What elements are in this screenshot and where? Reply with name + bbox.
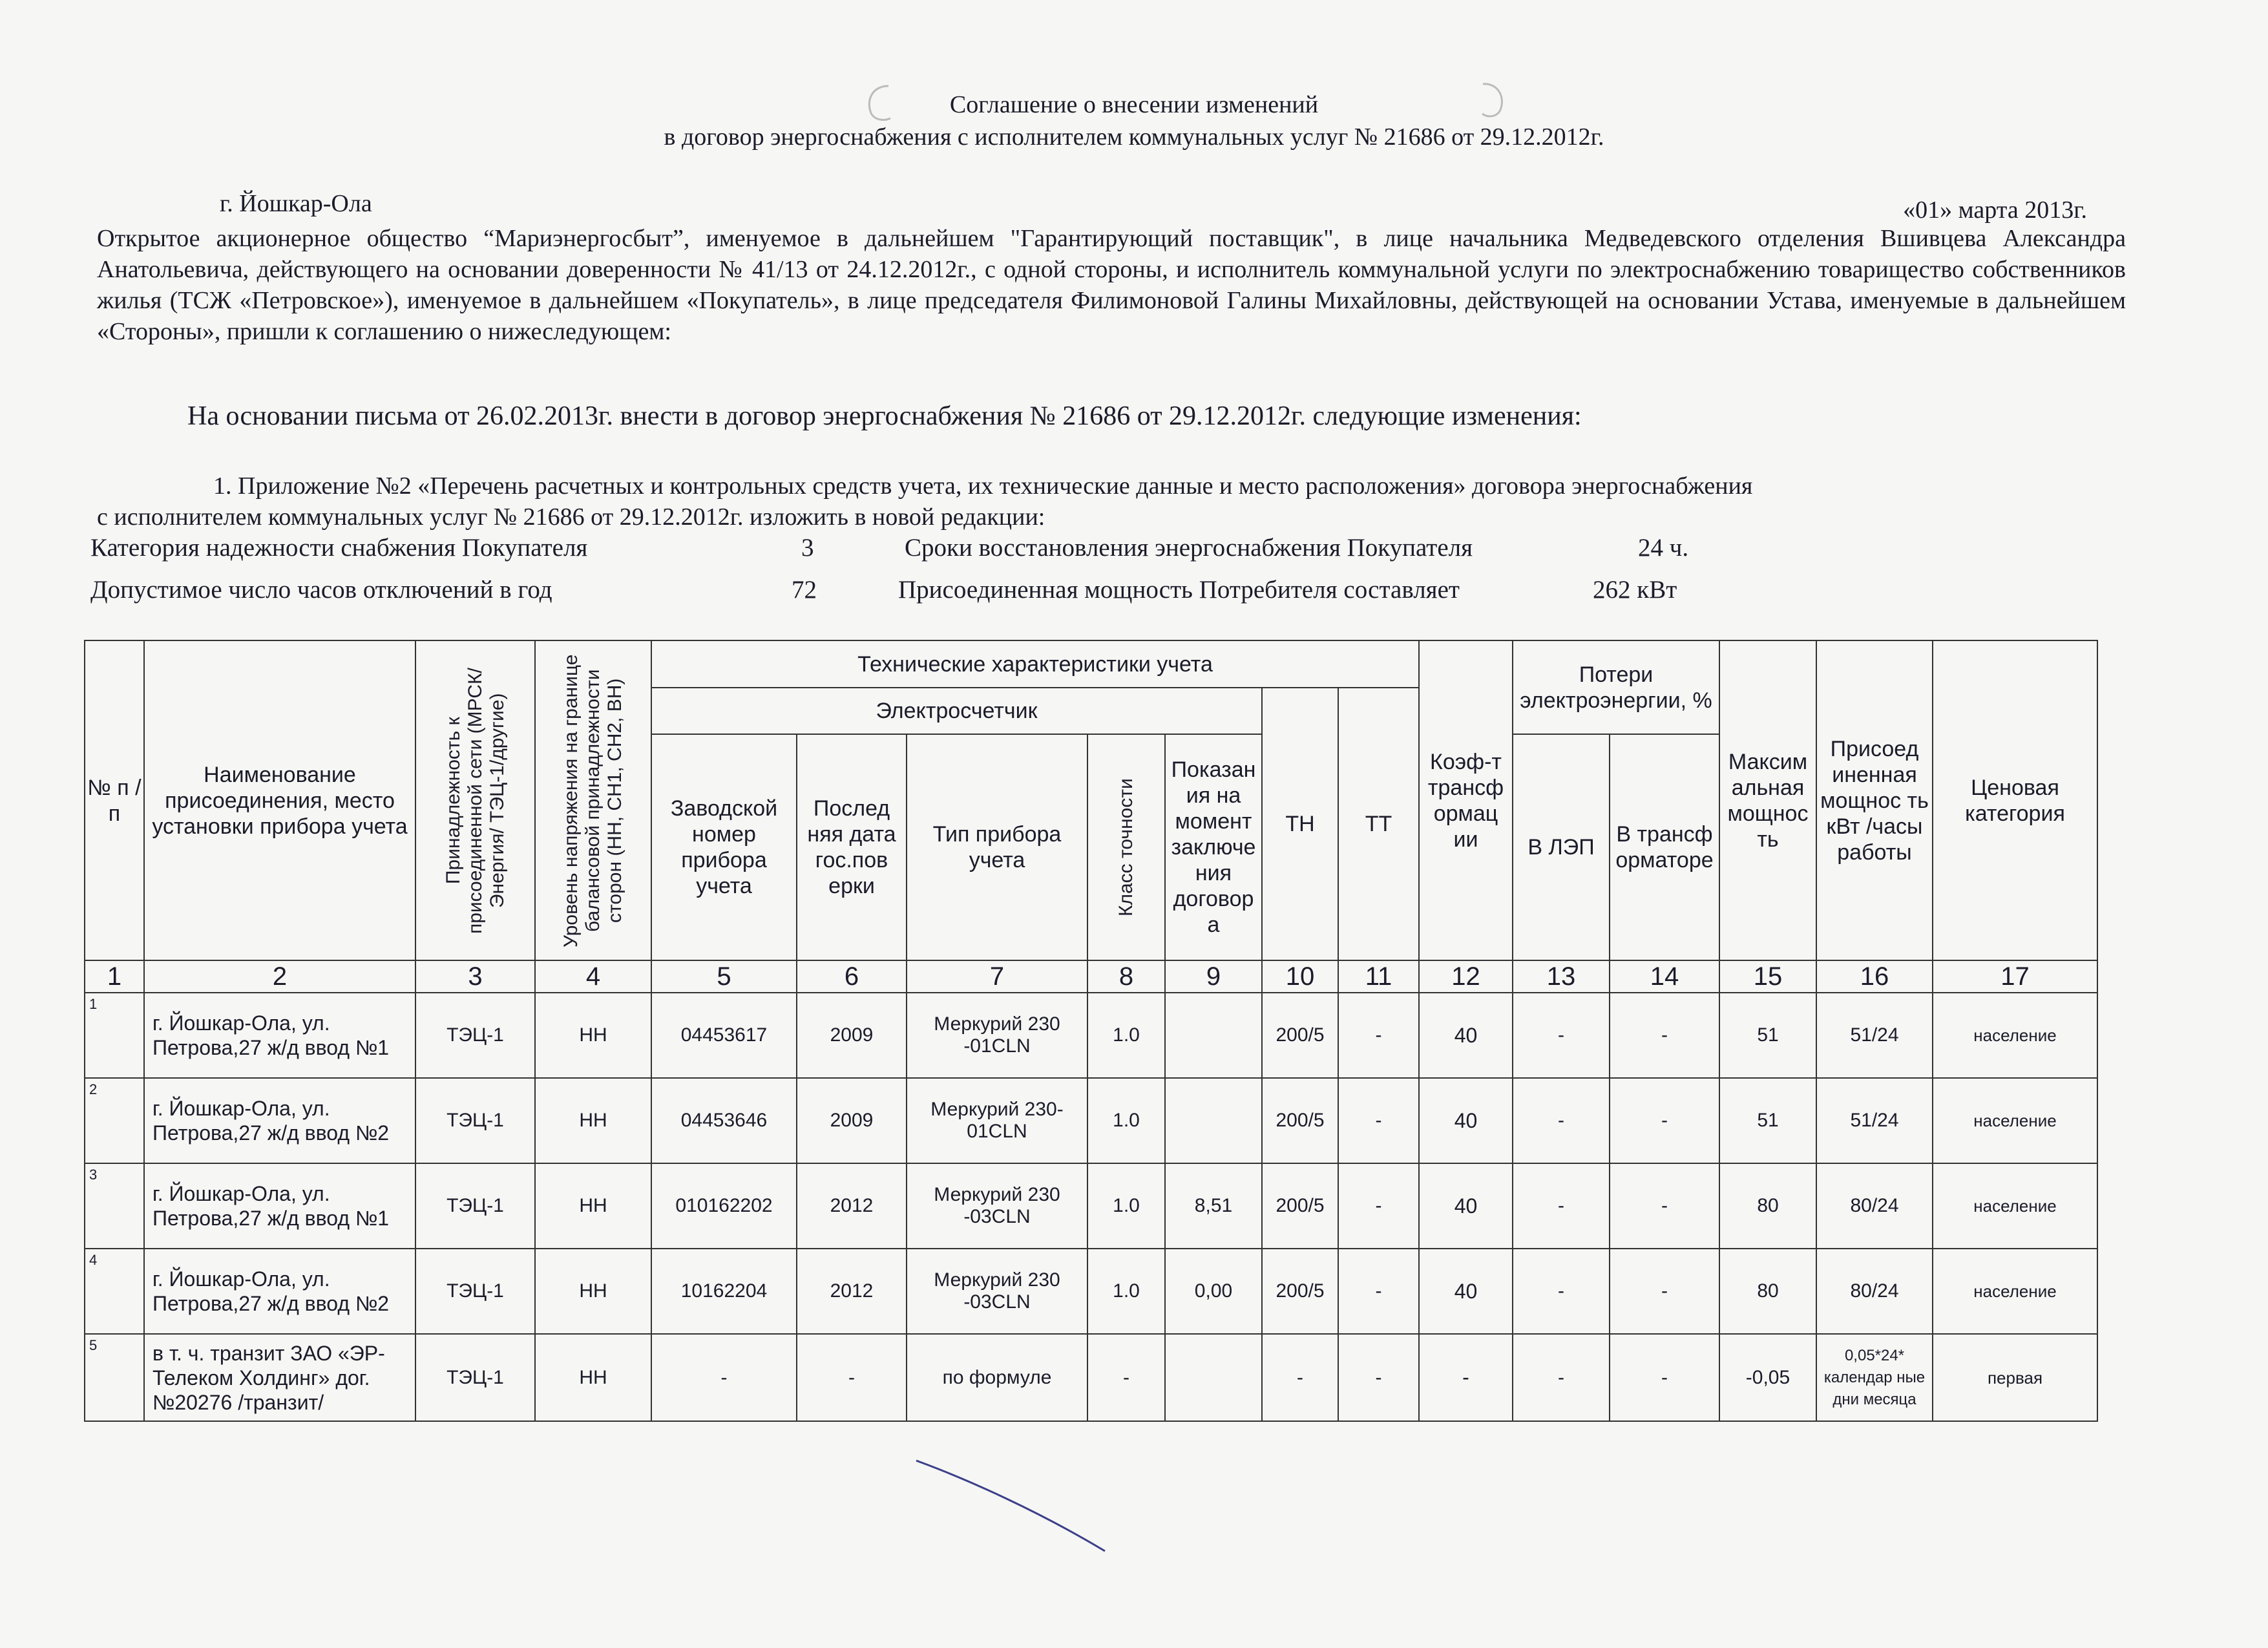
reliability-value: 3 (801, 534, 814, 562)
col-number: 5 (651, 960, 797, 993)
belonging-cell: ТЭЦ-1 (415, 1334, 535, 1421)
document-title: Соглашение о внесении изменений (949, 91, 1319, 118)
column-number-row (85, 960, 2097, 993)
tt-cell: - (1338, 1249, 1419, 1334)
coef-cell: - (1419, 1334, 1513, 1421)
reading-cell (1165, 993, 1262, 1078)
row-number: 5 (85, 1334, 144, 1421)
voltage-cell: НН (535, 1249, 651, 1334)
reliability-label: Категория надежности снабжения Покупателя (90, 534, 588, 562)
connected-power-cell: 80/24 (1816, 1249, 1933, 1334)
accuracy-cell: - (1087, 1334, 1165, 1421)
voltage-cell: НН (535, 993, 651, 1078)
reading-cell: 8,51 (1165, 1163, 1262, 1249)
header-last-check: Послед няя дата гос.пов ерки (797, 734, 907, 960)
document-date: «01» марта 2013г. (1903, 196, 2087, 224)
tt-cell: - (1338, 1163, 1419, 1249)
max-power-cell: 80 (1719, 1163, 1816, 1249)
table-row (85, 1078, 2097, 1163)
price-category-cell: население (1933, 1249, 2097, 1334)
restore-label: Сроки восстановления энергоснабжения Покупателя (905, 534, 1473, 562)
belonging-cell: ТЭЦ-1 (415, 1078, 535, 1163)
voltage-cell: НН (535, 1334, 651, 1421)
tn-cell: - (1262, 1334, 1338, 1421)
header-voltage-text: Уровень напряжения на границе балансовой принадлежности сторон (НН, СН1, СН2, ВН) (560, 653, 625, 947)
header-price-category: Ценовая категория (1933, 640, 2097, 960)
reading-cell (1165, 1078, 1262, 1163)
header-voltage (535, 640, 651, 960)
header-coef: Коэф-т трансф ормац ии (1419, 640, 1513, 960)
connected-power-cell: 0,05*24* календар ные дни месяца (1816, 1334, 1933, 1421)
col-number: 2 (144, 960, 415, 993)
header-connected: Присоед иненная мощнос ть кВт /часы работы (1816, 640, 1933, 960)
loss-line-cell: - (1513, 1163, 1610, 1249)
document-subtitle: в договор энергоснабжения с исполнителем коммунальных услуг № 21686 от 29.12.2012г. (664, 123, 1604, 151)
basis-paragraph: На основании письма от 26.02.2013г. внести в договор энергоснабжения № 21686 от 29.12.2012г. следующие изменения: (187, 401, 1582, 431)
header-tn: ТН (1262, 688, 1338, 960)
serial-cell: 10162204 (651, 1249, 797, 1334)
header-type: Тип прибора учета (907, 734, 1087, 960)
header-accuracy-text: Класс точности (1115, 778, 1137, 916)
max-power-cell: 51 (1719, 1078, 1816, 1163)
coef-cell: 40 (1419, 1249, 1513, 1334)
header-tt: ТТ (1338, 688, 1419, 960)
max-power-cell: -0,05 (1719, 1334, 1816, 1421)
meters-table (84, 640, 2098, 1422)
col-number: 17 (1933, 960, 2097, 993)
col-number: 8 (1087, 960, 1165, 993)
accuracy-cell: 1.0 (1087, 993, 1165, 1078)
check-year-cell: 2012 (797, 1163, 907, 1249)
tn-cell: 200/5 (1262, 1249, 1338, 1334)
col-number: 3 (415, 960, 535, 993)
connected-power-cell: 51/24 (1816, 993, 1933, 1078)
hole-punch-mark (1473, 78, 1512, 123)
power-value: 262 кВт (1593, 576, 1677, 604)
loss-transformer-cell: - (1610, 1163, 1719, 1249)
check-year-cell: 2009 (797, 1078, 907, 1163)
header-reading: Показан ия на момент заключе ния договор а (1165, 734, 1262, 960)
item1-line1: 1. Приложение №2 «Перечень расчетных и контрольных средств учета, их технические данные и место расположения» договора энергоснабжения (213, 472, 1753, 500)
check-year-cell: 2012 (797, 1249, 907, 1334)
col-number: 15 (1719, 960, 1816, 993)
meter-type-cell: Меркурий 230 -01CLN (907, 993, 1087, 1078)
meter-type-cell: Меркурий 230 -03CLN (907, 1249, 1087, 1334)
serial-cell: 04453617 (651, 993, 797, 1078)
loss-line-cell: - (1513, 1249, 1610, 1334)
coef-cell: 40 (1419, 993, 1513, 1078)
header-serial: Заводской номер прибора учета (651, 734, 797, 960)
coef-cell: 40 (1419, 1078, 1513, 1163)
loss-transformer-cell: - (1610, 1334, 1719, 1421)
header-loss-transformer: В трансф орматоре (1610, 734, 1719, 960)
header-belonging-text: Принадлежность к присоединенной сети (МРСК/Энергия/ ТЭЦ-1/другие) (442, 667, 508, 934)
accuracy-cell: 1.0 (1087, 1249, 1165, 1334)
max-power-cell: 51 (1719, 993, 1816, 1078)
table-row (85, 1334, 2097, 1421)
check-year-cell: - (797, 1334, 907, 1421)
restore-value: 24 ч. (1638, 534, 1689, 562)
tn-cell: 200/5 (1262, 993, 1338, 1078)
reading-cell (1165, 1334, 1262, 1421)
col-number: 13 (1513, 960, 1610, 993)
reading-cell: 0,00 (1165, 1249, 1262, 1334)
header-meter: Электросчетчик (651, 688, 1262, 734)
accuracy-cell: 1.0 (1087, 1078, 1165, 1163)
tt-cell: - (1338, 1078, 1419, 1163)
col-number: 16 (1816, 960, 1933, 993)
loss-line-cell: - (1513, 1334, 1610, 1421)
col-number: 10 (1262, 960, 1338, 993)
header-max-power: Максим альная мощнос ть (1719, 640, 1816, 960)
item1-line2: с исполнителем коммунальных услуг № 21686 от 29.12.2012г. изложить в новой редакции: (97, 503, 1045, 531)
loss-transformer-cell: - (1610, 1078, 1719, 1163)
serial-cell: 010162202 (651, 1163, 797, 1249)
belonging-cell: ТЭЦ-1 (415, 1249, 535, 1334)
col-number: 14 (1610, 960, 1719, 993)
price-category-cell: население (1933, 1078, 2097, 1163)
col-number: 1 (85, 960, 144, 993)
header-num: № п / п (85, 640, 144, 960)
connection-name: г. Йошкар-Ола, ул. Петрова,27 ж/д ввод №1 (144, 1163, 415, 1249)
loss-line-cell: - (1513, 1078, 1610, 1163)
price-category-cell: первая (1933, 1334, 2097, 1421)
tt-cell: - (1338, 1334, 1419, 1421)
table-row (85, 1249, 2097, 1334)
meter-type-cell: по формуле (907, 1334, 1087, 1421)
connection-name: г. Йошкар-Ола, ул. Петрова,27 ж/д ввод №2 (144, 1249, 415, 1334)
price-category-cell: население (1933, 1163, 2097, 1249)
header-losses: Потери электроэнергии, % (1513, 640, 1719, 734)
tt-cell: - (1338, 993, 1419, 1078)
hole-punch-mark (859, 81, 898, 126)
connection-name: г. Йошкар-Ола, ул. Петрова,27 ж/д ввод №2 (144, 1078, 415, 1163)
col-number: 7 (907, 960, 1087, 993)
row-number: 3 (85, 1163, 144, 1249)
tn-cell: 200/5 (1262, 1078, 1338, 1163)
table-row (85, 1163, 2097, 1249)
header-tech: Технические характеристики учета (651, 640, 1419, 688)
col-number: 11 (1338, 960, 1419, 993)
outage-value: 72 (792, 576, 817, 604)
loss-line-cell: - (1513, 993, 1610, 1078)
row-number: 2 (85, 1078, 144, 1163)
coef-cell: 40 (1419, 1163, 1513, 1249)
connected-power-cell: 80/24 (1816, 1163, 1933, 1249)
intro-paragraph: Открытое акционерное общество “Мариэнергосбыт”, именуемое в дальнейшем "Гарантирующий поставщик", в лице начальника Медведевского отделения Вшивцева Александра Анатольевича, действующего на основании доверенности № 41/13 от 24.12.2012г., с одной стороны, и исполнитель коммунальной услуги по электроснабжению товарищество собственников жилья (ТСЖ «Петровское»), именуемое в дальнейшем «Покупатель», в лице председателя Филимоновой Галины Михайловны, действующей на основании Устава, именуемые в дальнейшем «Стороны», пришли к соглашению о нижеследующем: (97, 225, 2126, 345)
power-label: Присоединенная мощность Потребителя составляет (898, 576, 1460, 604)
pen-stroke (911, 1454, 1118, 1558)
meter-type-cell: Меркурий 230-01CLN (907, 1078, 1087, 1163)
header-accuracy (1087, 734, 1165, 960)
tn-cell: 200/5 (1262, 1163, 1338, 1249)
serial-cell: 04453646 (651, 1078, 797, 1163)
header-belonging (415, 640, 535, 960)
header-loss-line: В ЛЭП (1513, 734, 1610, 960)
serial-cell: - (651, 1334, 797, 1421)
table-body (85, 993, 2097, 1421)
outage-label: Допустимое число часов отключений в год (90, 576, 552, 604)
voltage-cell: НН (535, 1163, 651, 1249)
meter-type-cell: Меркурий 230 -03CLN (907, 1163, 1087, 1249)
loss-transformer-cell: - (1610, 993, 1719, 1078)
belonging-cell: ТЭЦ-1 (415, 1163, 535, 1249)
price-category-cell: население (1933, 993, 2097, 1078)
connection-name: г. Йошкар-Ола, ул. Петрова,27 ж/д ввод №1 (144, 993, 415, 1078)
col-number: 9 (1165, 960, 1262, 993)
accuracy-cell: 1.0 (1087, 1163, 1165, 1249)
row-number: 4 (85, 1249, 144, 1334)
connected-power-cell: 51/24 (1816, 1078, 1933, 1163)
city: г. Йошкар-Ола (220, 190, 372, 217)
check-year-cell: 2009 (797, 993, 907, 1078)
col-number: 12 (1419, 960, 1513, 993)
belonging-cell: ТЭЦ-1 (415, 993, 535, 1078)
table-row (85, 993, 2097, 1078)
col-number: 6 (797, 960, 907, 993)
header-name: Наименование присоединения, место установки прибора учета (144, 640, 415, 960)
max-power-cell: 80 (1719, 1249, 1816, 1334)
loss-transformer-cell: - (1610, 1249, 1719, 1334)
voltage-cell: НН (535, 1078, 651, 1163)
connection-name: в т. ч. транзит ЗАО «ЭР-Телеком Холдинг» дог. №20276 /транзит/ (144, 1334, 415, 1421)
row-number: 1 (85, 993, 144, 1078)
col-number: 4 (535, 960, 651, 993)
